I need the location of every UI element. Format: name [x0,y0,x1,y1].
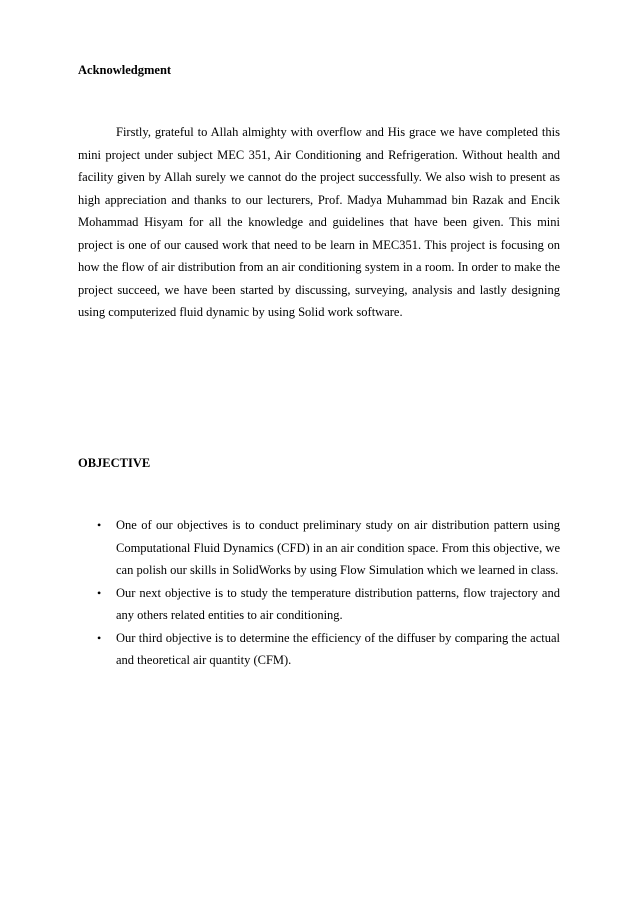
objective-list [78,514,560,672]
objective-list-item [78,627,560,672]
bullet-icon: • [97,630,102,645]
objective-text: One of our objectives is to conduct preliminary study on air distribution pattern using Computational Fluid Dynamics (CFD) in an air condition space. From this objective, we can polish our skills in SolidWorks by using Flow Simulation which we learned in class. [116,518,560,577]
objective-list-item [78,514,560,582]
acknowledgment-paragraph: Firstly, grateful to Allah almighty with overflow and His grace we have completed this mini project under subject MEC 351, Air Conditioning and Refrigeration. Without health and facility given by Allah surely we cannot do the project successfully. We also wish to present as high appreciation and thanks to our lecturers, Prof. Madya Muhammad bin Razak and Encik Mohammad Hisyam for all the knowledge and guidelines that have been given. This mini project is one of our caused work that need to be learn in MEC351. This project is focusing on how the flow of air distribution from an air conditioning system in a room. In order to make the project succeed, we have been started by discussing, surveying, analysis and lastly designing using computerized fluid dynamic by using Solid work software. [78,125,560,319]
objective-text: Our third objective is to determine the efficiency of the diffuser by comparing the actual and theoretical air quantity (CFM). [116,630,560,667]
acknowledgment-heading: Acknowledgment [78,63,172,77]
bullet-icon: • [97,585,102,600]
objective-heading: OBJECTIVE [78,456,151,470]
objective-text: Our next objective is to study the temperature distribution patterns, flow trajectory and any others related entities to air conditioning. [116,585,560,622]
objective-list-item [78,582,560,627]
bullet-icon: • [97,518,102,532]
